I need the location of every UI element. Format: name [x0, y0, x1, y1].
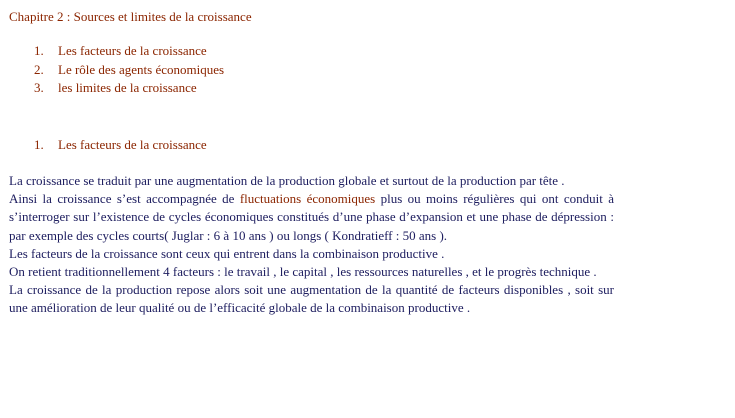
section-heading-list: [9, 136, 614, 155]
paragraph-text: plus ou moins régulières qui ont conduit à s’interroger sur l’existence de cycles économiques constitués d’une phase d’expansion et une phase de dépression : par exemple des cycles courts( Juglar : 6 à 10 ans ) ou longs ( Kondratieff : 50 ans ).: [9, 191, 614, 243]
toc-item: [9, 79, 614, 98]
section-number: 1.: [34, 136, 44, 152]
toc-item-label: Les facteurs de la croissance: [58, 43, 207, 58]
toc-item-label: les limites de la croissance: [58, 80, 197, 95]
paragraph-text: Ainsi la croissance s’est accompagnée de: [9, 191, 240, 207]
section-title: Les facteurs de la croissance: [58, 136, 207, 152]
paragraph: [9, 190, 614, 245]
table-of-contents: [9, 42, 614, 98]
toc-item-number: 2.: [34, 61, 44, 77]
paragraph: On retient traditionnellement 4 facteurs : le travail , le capital , les ressources naturelles , et le progrès technique .: [9, 264, 597, 280]
section-heading: [9, 136, 614, 155]
toc-item-number: 3.: [34, 80, 44, 95]
body-text: [9, 172, 614, 318]
highlighted-term: fluctuations économiques: [239, 191, 376, 207]
toc-item-label: Le rôle des agents économiques: [58, 61, 225, 77]
toc-item-number: 1.: [34, 43, 44, 58]
chapter-title: Chapitre 2 : Sources et limites de la croissance: [9, 9, 252, 24]
toc-item: [9, 61, 614, 80]
document-page: [9, 8, 614, 318]
paragraph: La croissance de la production repose alors soit une augmentation de la quantité de facteurs disponibles , soit sur une amélioration de leur qualité ou de l’efficacité globale de la combinaison productive .: [9, 282, 614, 316]
paragraph: Les facteurs de la croissance sont ceux qui entrent dans la combinaison productive .: [9, 245, 445, 261]
toc-item: [9, 42, 614, 61]
paragraph: La croissance se traduit par une augmentation de la production globale et surtout de la production par tête .: [9, 173, 565, 188]
